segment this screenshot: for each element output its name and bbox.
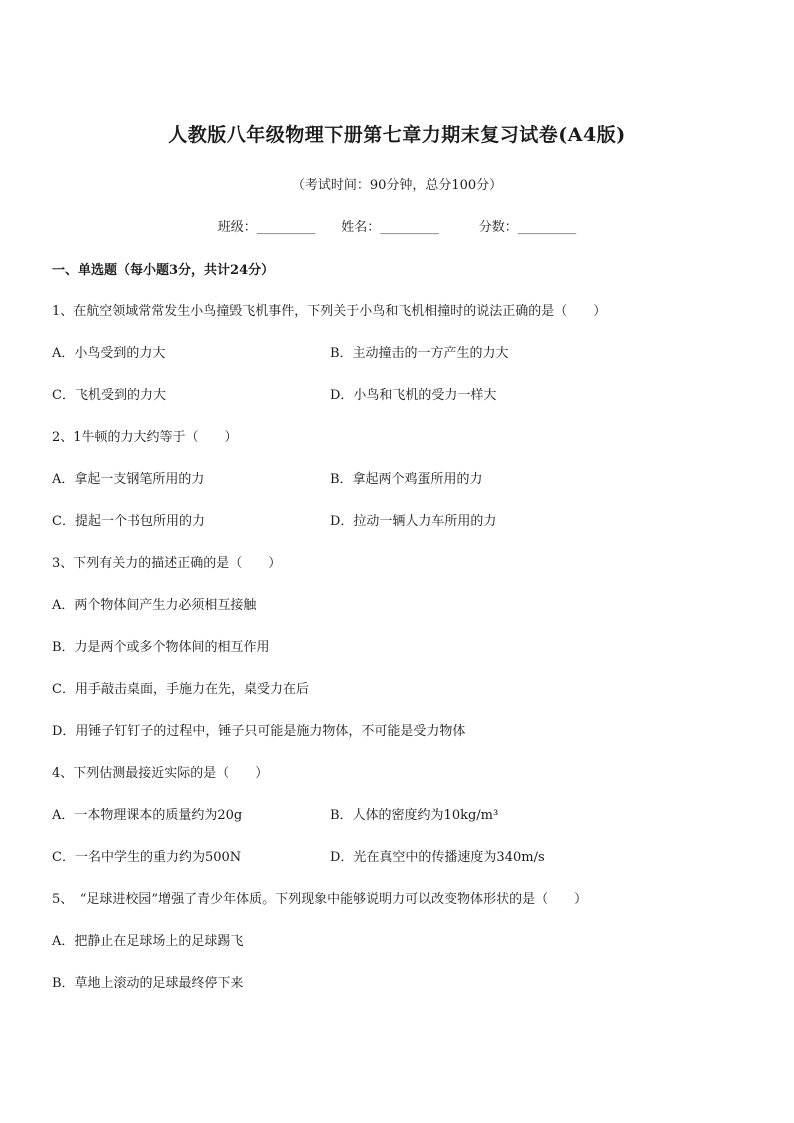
question-3-stem: 3、下列有关力的描述正确的是（ ） [52, 556, 282, 571]
question-1-option-c: C．飞机受到的力大 [52, 388, 166, 403]
question-5-option-b: B．草地上滚动的足球最终停下来 [52, 976, 244, 991]
question-2-option-c: C．提起一个书包所用的力 [52, 514, 205, 529]
exam-duration: （考试时间：90分钟，总分100分） [291, 178, 503, 193]
class-field: 班级：_________ [217, 220, 316, 235]
question-3-option-d: D．用锤子钉钉子的过程中，锤子只可能是施力物体，不可能是受力物体 [52, 724, 466, 739]
student-info-row [0, 216, 794, 235]
question-4-stem: 4、下列估测最接近实际的是（ ） [52, 766, 269, 781]
question-3-option-a: A．两个物体间产生力必须相互接触 [52, 598, 257, 613]
name-field: 姓名：_________ [341, 220, 439, 235]
question-1-option-d: D．小鸟和飞机的受力一样大 [330, 388, 497, 403]
page-title: 人教版八年级物理下册第七章力期末复习试卷(A4版) [168, 124, 626, 146]
question-2-option-b: B．拿起两个鸡蛋所用的力 [330, 472, 483, 487]
question-3-option-c: C．用手敲击桌面，手施力在先，桌受力在后 [52, 682, 309, 697]
question-3-option-b: B．力是两个或多个物体间的相互作用 [52, 640, 270, 655]
question-1-option-b: B．主动撞击的一方产生的力大 [330, 346, 509, 361]
section-heading: 一、单选题（每小题3分，共计24分） [52, 263, 275, 278]
question-4-option-d: D．光在真空中的传播速度为340m/s [330, 850, 545, 865]
question-1-stem: 1、在航空领域常常发生小鸟撞毁飞机事件，下列关于小鸟和飞机相撞时的说法正确的是（ ） [52, 304, 607, 319]
question-5-option-a: A．把静止在足球场上的足球踢飞 [52, 934, 244, 949]
question-2-option-a: A．拿起一支钢笔所用的力 [52, 472, 205, 487]
question-4-option-a: A．一本物理课本的质量约为20g [52, 808, 243, 823]
question-2-stem: 2、1牛顿的力大约等于（ ） [52, 430, 238, 445]
question-1-option-a: A．小鸟受到的力大 [52, 346, 166, 361]
question-4-option-b: B．人体的密度约为10kg/m³ [330, 808, 499, 823]
question-4-option-c: C．一名中学生的重力约为500N [52, 850, 242, 865]
score-field: 分数：_________ [478, 220, 577, 235]
question-2-option-d: D．拉动一辆人力车所用的力 [330, 514, 497, 529]
question-5-stem: 5、 “足球进校园”增强了青少年体质。下列现象中能够说明力可以改变物体形状的是（ ） [52, 892, 588, 907]
